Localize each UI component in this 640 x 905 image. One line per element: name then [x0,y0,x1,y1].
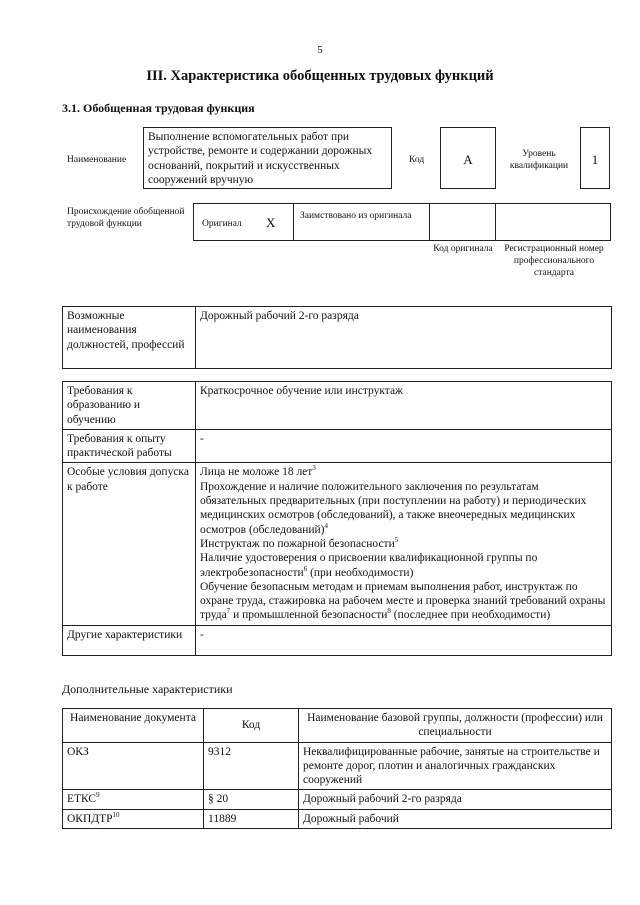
table-cell-doc: ОКЗ [63,742,204,790]
code-box [440,127,496,189]
code-original-caption: Код оригинала [433,244,493,254]
code-value: А [463,152,473,167]
divider [495,204,496,240]
function-name-box [143,127,392,189]
subsection-title: 3.1. Обобщенная трудовая функция [62,101,255,115]
origin-row [193,203,611,241]
name-label: Наименование [67,155,127,165]
table-cell-code: 9312 [204,742,299,790]
positions-value: Дорожный рабочий 2-го разряда [196,307,612,369]
other-value: - [196,625,612,655]
level-value: 1 [591,152,599,167]
original-mark: X [266,215,276,230]
divider [429,204,430,240]
positions-table [62,306,612,369]
special-line: Прохождение и наличие положительного заключения по результатам обязательных предварительных (при поступлении на работу) и периодических медицинских осмотров (обследований), а также внеочередных медицинских осмотров (обследований)$^4$ [200,480,587,536]
education-value: Краткосрочное обучение или инструктаж [196,382,612,430]
education-label: Требования к образованию и обучению [63,382,196,430]
special-line: Инструктаж по пожарной безопасности$^5$ [200,536,399,550]
code-label: Код [409,155,425,165]
divider [293,204,294,240]
requirements-table [62,381,612,656]
borrowed-label: Заимствовано из оригинала [300,211,412,221]
table-cell-name: Неквалифицированные рабочие, занятые на строительстве и ремонте дорог, плотин и аналогичных гражданских сооружений [299,742,612,790]
column-header: Наименование документа [63,709,204,743]
experience-label: Требования к опыту практической работы [63,429,196,463]
origin-label: Происхождение обобщенной трудовой функции [67,207,185,229]
table-cell-name: Дорожный рабочий 2-го разряда [299,790,612,809]
experience-value: - [196,429,612,463]
table-cell-doc: ОКПДТР$^{10}$ [63,809,204,828]
column-header: Код [204,709,299,743]
positions-label: Возможные наименования должностей, профессий [63,307,196,369]
table-cell-code: § 20 [204,790,299,809]
level-box [580,127,610,189]
table-cell-code: 11889 [204,809,299,828]
section-title: III. Характеристика обобщенных трудовых функций [146,68,494,84]
level-label: Уровень квалификации [509,149,569,171]
special-line: Наличие удостоверения о присвоении квалификационной группы по электробезопасности$^6$ (при необходимости) [200,552,538,579]
special-conditions-value [196,463,612,625]
additional-title: Дополнительные характеристики [62,682,233,696]
table-cell-name: Дорожный рабочий [299,809,612,828]
page-number: 5 [317,44,323,56]
special-line: Лица не моложе 18 лет$^3$ [200,464,316,479]
special-line: Обучение безопасным методам и приемам выполнения работ, инструктаж по охране труда, стажировка на рабочем месте и проверка знаний требований охраны труда$^7$ и промышленной безопасности$^8$ (последнее при необходимости) [200,580,606,622]
table-cell-doc: ЕТКС$^9$ [63,790,204,809]
special-conditions-label: Особые условия допуска к работе [63,463,196,625]
original-label: Оригинал [202,219,242,229]
other-label: Другие характеристики [63,625,196,655]
additional-table [62,708,612,829]
reg-number-caption: Регистрационный номер профессионального стандарта [504,244,604,278]
function-name-value: Выполнение вспомогательных работ при устройстве, ремонте и содержании дорожных оснований, покрытий и искусственных сооружений вручную [148,131,373,186]
column-header: Наименование базовой группы, должности (профессии) или специальности [299,709,612,743]
